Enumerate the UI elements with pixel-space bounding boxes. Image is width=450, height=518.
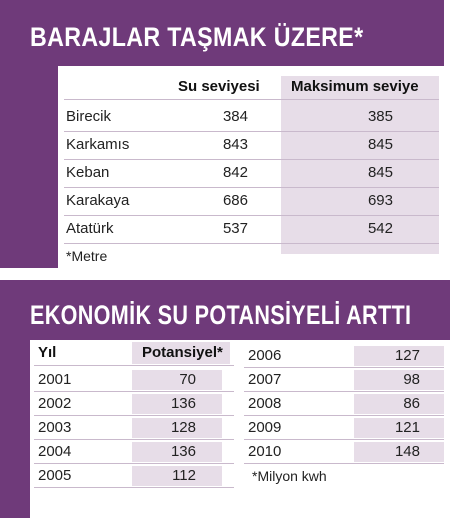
max-level-value: 845 (367, 136, 393, 153)
row-divider (244, 415, 444, 416)
dam-name: Karkamıs (66, 136, 130, 153)
column-header: Potansiyel* (142, 344, 223, 361)
year-label: 2004 (38, 443, 72, 460)
dams-table (58, 66, 444, 268)
potential-value: 70 (179, 371, 196, 388)
max-level-value: 845 (367, 164, 393, 181)
column-header: Su seviyesi (178, 78, 260, 95)
water-level-value: 537 (222, 220, 248, 237)
potential-value: 127 (394, 347, 420, 364)
row-divider (244, 439, 444, 440)
year-label: 2005 (38, 467, 72, 484)
dam-name: Keban (66, 164, 110, 181)
row-divider (34, 391, 234, 392)
footnote: *Metre (66, 248, 108, 264)
potential-section (0, 280, 450, 518)
year-label: 2001 (38, 371, 72, 388)
dam-name: Atatürk (66, 220, 114, 237)
dams-title: BARAJLAR TAŞMAK ÜZERE* (30, 22, 364, 52)
row-divider (64, 131, 439, 132)
row-divider (34, 487, 234, 488)
potential-value: 148 (394, 443, 420, 460)
header-divider (34, 365, 234, 366)
row-divider (244, 463, 444, 464)
row-divider (244, 367, 444, 368)
year-label: 2008 (248, 395, 282, 412)
row-divider (244, 391, 444, 392)
potential-title: EKONOMİK SU POTANSİYELİ ARTTI (30, 300, 412, 330)
row-divider (34, 415, 234, 416)
row-divider (64, 215, 439, 216)
header-divider (64, 99, 439, 100)
footnote: *Milyon kwh (252, 468, 327, 484)
water-level-value: 384 (222, 108, 248, 125)
column-header: Maksimum seviye (291, 78, 419, 95)
row-divider (64, 187, 439, 188)
potential-value: 121 (394, 419, 420, 436)
year-label: 2007 (248, 371, 282, 388)
potential-value: 112 (172, 467, 196, 484)
year-label: 2010 (248, 443, 282, 460)
year-label: 2009 (248, 419, 282, 436)
max-level-value: 693 (367, 192, 393, 209)
row-divider (34, 463, 234, 464)
row-divider (34, 439, 234, 440)
water-level-value: 686 (222, 192, 248, 209)
year-label: 2006 (248, 347, 282, 364)
column-header: Yıl (38, 344, 57, 361)
potential-table (30, 340, 450, 518)
year-label: 2003 (38, 419, 72, 436)
potential-value: 136 (170, 443, 196, 460)
water-level-value: 842 (222, 164, 248, 181)
year-label: 2002 (38, 395, 72, 412)
dam-name: Birecik (66, 108, 112, 125)
max-level-value: 385 (367, 108, 393, 125)
max-level-value: 542 (367, 220, 393, 237)
potential-value: 98 (403, 371, 420, 388)
potential-value: 86 (403, 395, 420, 412)
water-level-value: 843 (222, 136, 248, 153)
row-divider (64, 243, 439, 244)
row-divider (64, 159, 439, 160)
potential-value: 128 (170, 419, 196, 436)
potential-value: 136 (170, 395, 196, 412)
dam-name: Karakaya (66, 192, 130, 209)
